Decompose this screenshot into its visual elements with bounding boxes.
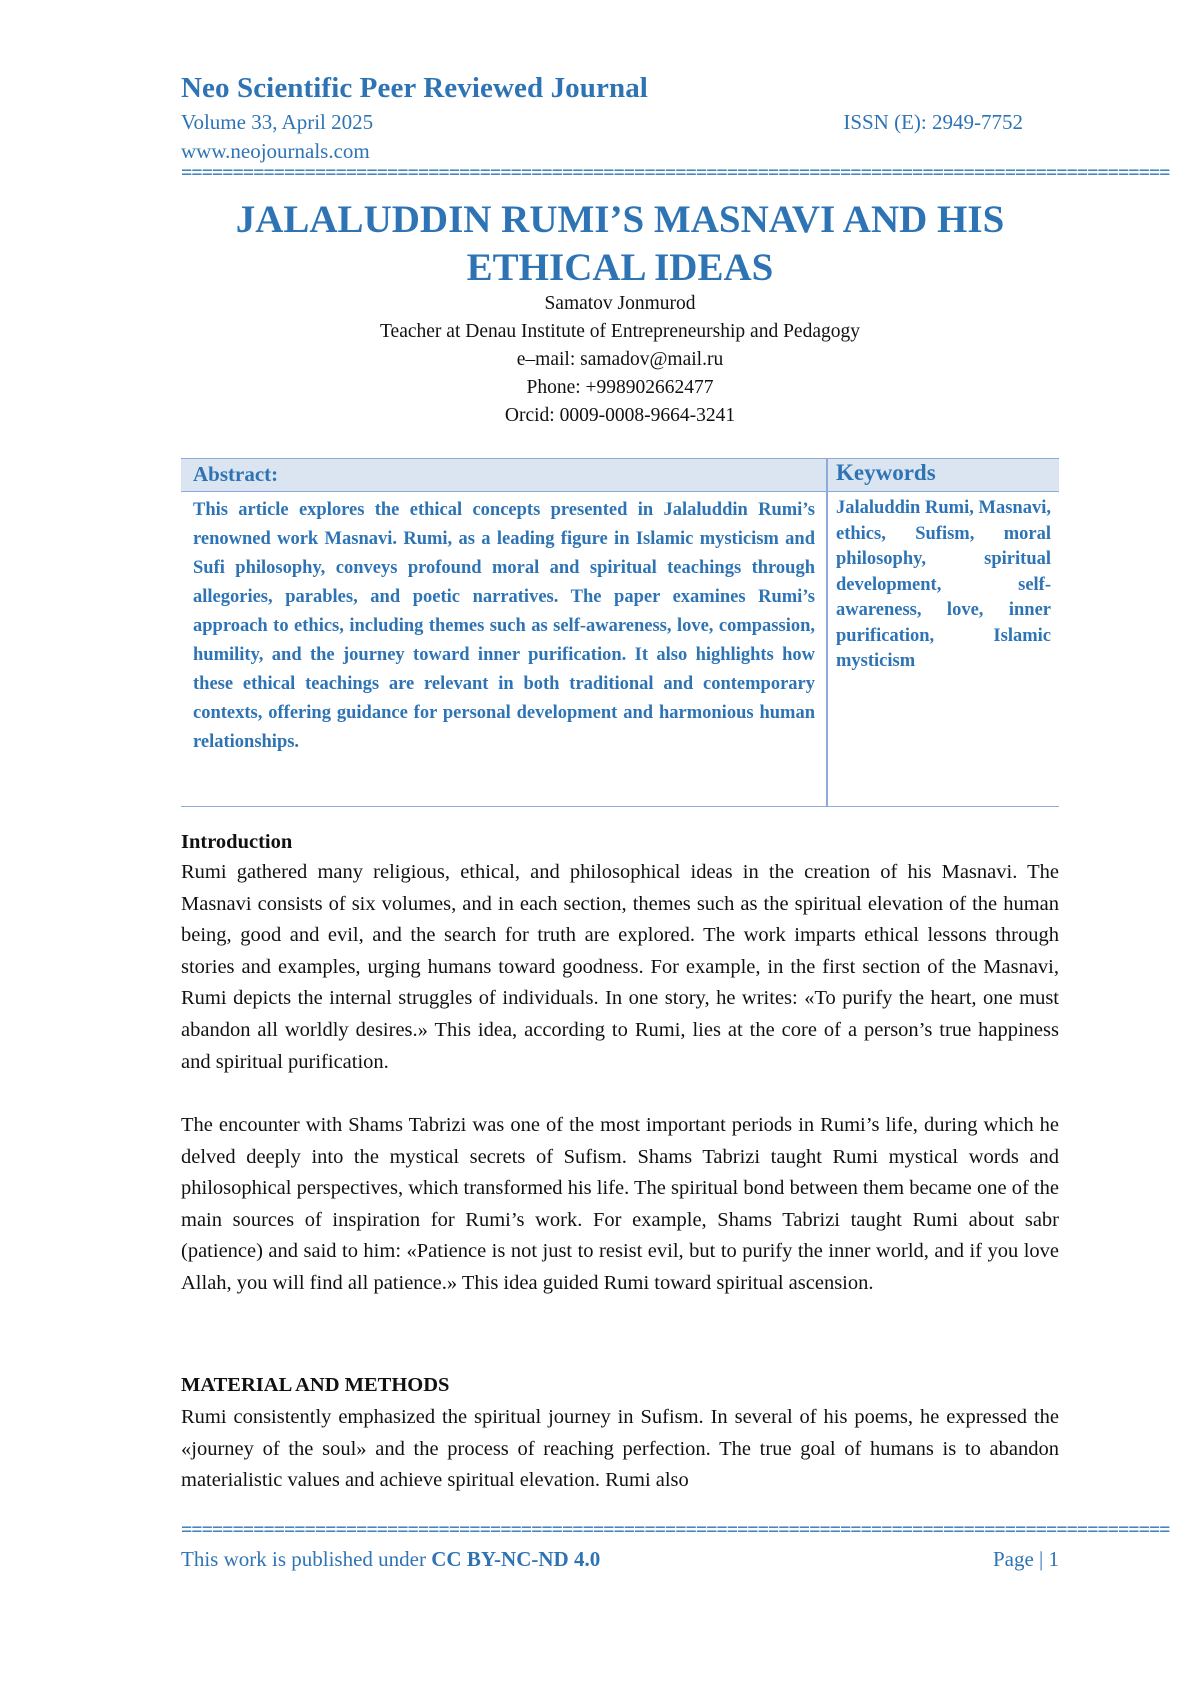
author-block <box>181 290 1059 430</box>
abstract-table <box>181 458 1059 807</box>
table-top-border <box>181 458 1059 459</box>
author-name: Samatov Jonmurod <box>544 293 696 314</box>
volume-line <box>181 110 1023 135</box>
author-email: e–mail: samadov@mail.ru <box>516 349 724 370</box>
issn-info: ISSN (E): 2949-7752 <box>843 110 1023 134</box>
abstract-label: Abstract: <box>193 462 279 486</box>
article-title <box>181 196 1059 292</box>
author-orcid: Orcid: 0009-0008-9664-3241 <box>504 405 736 426</box>
abstract-text: This article explores the ethical concepts presented in Jalaluddin Rumi’s renowned work Masnavi. Rumi, as a leading figure in Islamic mysticism and Sufi philosophy, conveys profound moral and spiritual teachings through allegories, parables, and poetic narratives. The paper examines Rumi’s approach to ethics, including themes such as self-awareness, love, compassion, humility, and the journey toward inner purification. It also highlights how these ethical teachings are relevant in both traditional and contemporary contexts, offering guidance for personal development and harmonious human relationships. <box>193 500 815 752</box>
introduction-paragraph-1: Rumi gathered many religious, ethical, and philosophical ideas in the creation of his Masnavi. The Masnavi consists of six volumes, and in each section, themes such as the spiritual elevation of the human being, good and evil, and the search for truth are explored. The work imparts ethical lessons through stories and examples, urging humans toward goodness. For example, in the first section of the Masnavi, Rumi depicts the internal struggles of individuals. In one story, he writes: «To purify the heart, one must abandon all worldly desires.» This idea, according to Rumi, lies at the core of a person’s true happiness and spiritual purification. <box>181 861 1059 1073</box>
table-bottom-border <box>181 806 1059 807</box>
article-title-line-1: JALALUDDIN RUMI’S MASNAVI AND HIS <box>235 198 1005 241</box>
methods-heading: MATERIAL AND METHODS <box>181 1374 450 1396</box>
license-prefix: This work is published under <box>181 1547 432 1571</box>
volume-info: Volume 33, April 2025 <box>181 110 374 134</box>
journal-title: Neo Scientific Peer Reviewed Journal <box>181 72 648 104</box>
license-notice <box>181 1547 600 1572</box>
introduction-paragraph-2: The encounter with Shams Tabrizi was one of the most important periods in Rumi’s life, during which he delved deeply into the mystical secrets of Sufism. Shams Tabrizi taught Rumi mystical words and philosophical perspectives, which transformed his life. The spiritual bond between them became one of the main sources of inspiration for Rumi’s work. For example, Shams Tabrizi taught Rumi about sabr (patience) and said to him: «Patience is not just to resist evil, but to purify the inner world, and if you love Allah, you will find all patience.» This idea guided Rumi toward spiritual ascension. <box>181 1114 1059 1294</box>
page-number: Page | 1 <box>992 1547 1059 1571</box>
keywords-text: Jalaluddin Rumi, Masnavi, ethics, Sufism, moral philosophy, spiritual development, self-awareness, love, inner purification, Islamic mysticism <box>836 498 1051 671</box>
introduction-heading: Introduction <box>181 831 293 853</box>
keywords-label: Keywords <box>836 460 936 485</box>
author-affiliation: Teacher at Denau Institute of Entrepreneurship and Pedagogy <box>380 321 860 342</box>
footer-divider: ================================================================================================ <box>181 1519 1170 1541</box>
article-title-line-2: ETHICAL IDEAS <box>466 246 774 289</box>
table-column-divider <box>826 458 828 807</box>
methods-paragraph-1: Rumi consistently emphasized the spiritual journey in Sufism. In several of his poems, he expressed the «journey of the soul» and the process of reaching perfection. The true goal of humans is to abandon materialistic values and achieve spiritual elevation. Rumi also <box>181 1406 1059 1492</box>
author-phone: Phone: +998902662477 <box>526 377 714 398</box>
journal-website-link[interactable]: www.neojournals.com <box>181 139 370 163</box>
header-divider: ================================================================================================ <box>181 162 1170 184</box>
table-header-border <box>181 491 1059 492</box>
license-name[interactable]: CC BY-NC-ND 4.0 <box>431 1547 601 1571</box>
